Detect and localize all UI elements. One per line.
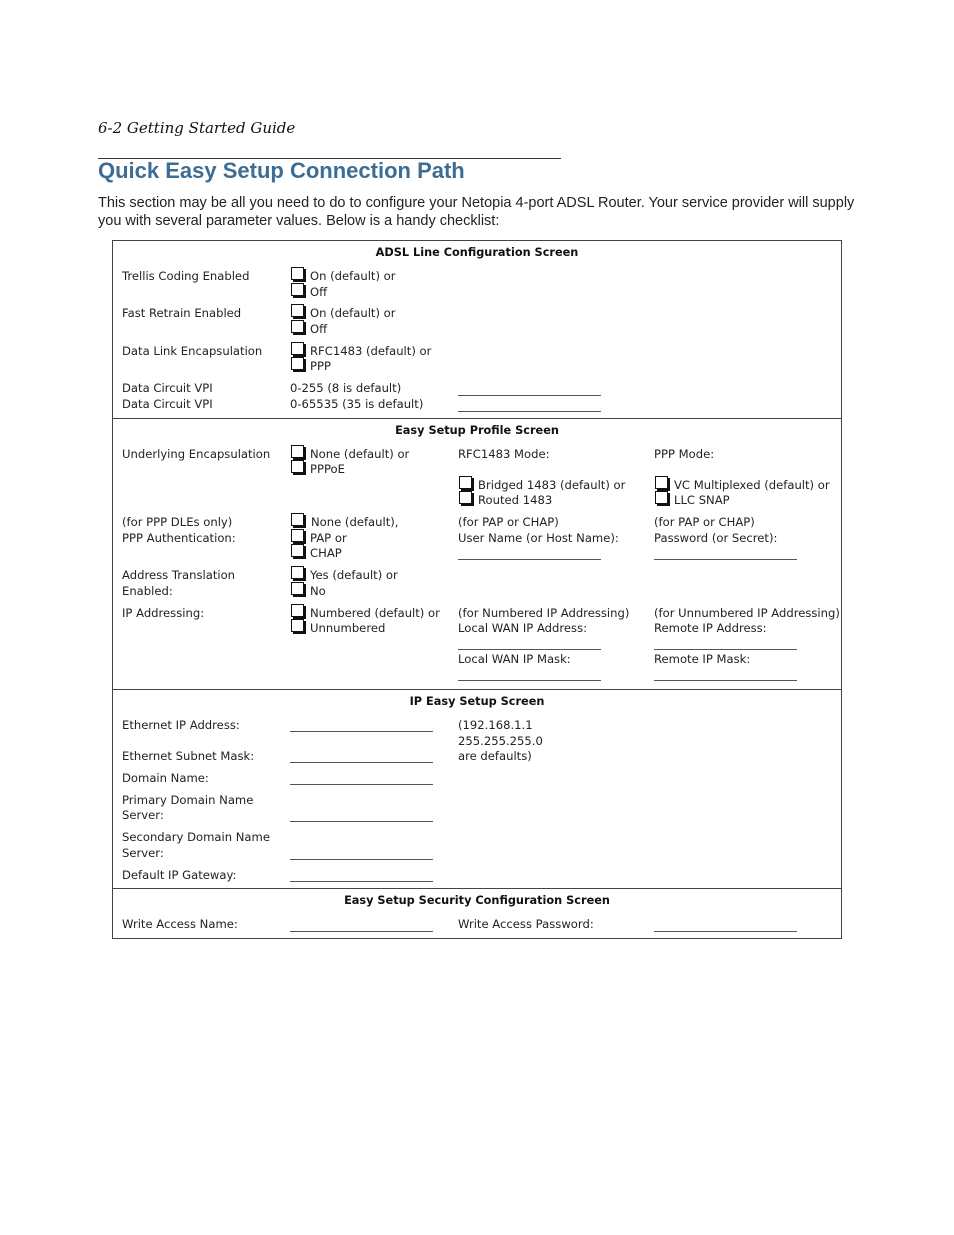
ppp-mode-label: PPP Mode:	[654, 447, 715, 461]
user-blank[interactable]	[458, 559, 601, 560]
nat-no-checkbox[interactable]	[291, 582, 304, 595]
local-wan-ip-label: Local WAN IP Address:	[458, 621, 588, 635]
local-wan-mask-blank[interactable]	[458, 680, 601, 681]
trellis-off-label: Off	[310, 285, 328, 299]
rfc-routed-checkbox[interactable]	[459, 491, 472, 504]
page-title: Quick Easy Setup Connection Path	[98, 158, 465, 183]
pass-blank[interactable]	[654, 559, 797, 560]
rfc-bridged-checkbox[interactable]	[459, 476, 472, 489]
eth-ip-label: Ethernet IP Address:	[122, 718, 240, 732]
secondary-dns-label-line2: Server:	[122, 846, 164, 860]
ppp-vcmux-checkbox[interactable]	[655, 476, 668, 489]
nat-yes-checkbox[interactable]	[291, 566, 304, 579]
encap-label: Data Link Encapsulation	[122, 344, 263, 358]
eth-ip-blank[interactable]	[290, 731, 433, 732]
ppp-llc-checkbox[interactable]	[655, 491, 668, 504]
write-pass-blank[interactable]	[654, 931, 797, 932]
nat-label-line2: Enabled:	[122, 584, 173, 598]
trellis-on-label: On (default) or	[310, 269, 396, 283]
secondary-dns-blank[interactable]	[290, 859, 433, 860]
secondary-dns-label-line1: Secondary Domain Name	[122, 830, 270, 844]
auth-pap-checkbox[interactable]	[291, 529, 304, 542]
write-name-blank[interactable]	[290, 931, 433, 932]
user-note: (for PAP or CHAP)	[458, 515, 559, 529]
security-heading: Easy Setup Security Configuration Screen	[344, 894, 610, 907]
section-divider	[113, 418, 841, 419]
vpi-label: Data Circuit VPI	[122, 381, 213, 395]
auth-none-label: None (default),	[311, 515, 399, 529]
primary-dns-label-line2: Server:	[122, 808, 164, 822]
ppp-llc-label: LLC SNAP	[674, 493, 730, 507]
vci-label: Data Circuit VPI	[122, 397, 213, 411]
profile-heading: Easy Setup Profile Screen	[395, 424, 559, 437]
gateway-label: Default IP Gateway:	[122, 868, 237, 882]
encap-rfc-checkbox[interactable]	[291, 342, 304, 355]
underlying-none-label: None (default) or	[310, 447, 410, 461]
write-pass-label: Write Access Password:	[458, 917, 594, 931]
ip-addressing-label: IP Addressing:	[122, 606, 205, 620]
primary-dns-blank[interactable]	[290, 821, 433, 822]
rfc-bridged-label: Bridged 1483 (default) or	[478, 478, 626, 492]
remote-mask-blank[interactable]	[654, 680, 797, 681]
primary-dns-label-line1: Primary Domain Name	[122, 793, 254, 807]
retrain-on-label: On (default) or	[310, 306, 396, 320]
encap-rfc-label: RFC1483 (default) or	[310, 344, 432, 358]
auth-chap-checkbox[interactable]	[291, 544, 304, 557]
eth-mask-label: Ethernet Subnet Mask:	[122, 749, 255, 763]
ppp-vcmux-label: VC Multiplexed (default) or	[674, 478, 830, 492]
numbered-note: (for Numbered IP Addressing)	[458, 606, 630, 620]
local-wan-ip-blank[interactable]	[458, 649, 601, 650]
auth-label: PPP Authentication:	[122, 531, 236, 545]
retrain-label: Fast Retrain Enabled	[122, 306, 242, 320]
retrain-off-label: Off	[310, 322, 328, 336]
auth-pap-label: PAP or	[310, 531, 347, 545]
domain-label: Domain Name:	[122, 771, 209, 785]
pass-note: (for PAP or CHAP)	[654, 515, 755, 529]
remote-ip-label: Remote IP Address:	[654, 621, 767, 635]
underlying-pppoe-label: PPPoE	[310, 462, 345, 476]
running-header: 6-2 Getting Started Guide	[98, 119, 296, 137]
write-name-label: Write Access Name:	[122, 917, 238, 931]
trellis-label: Trellis Coding Enabled	[122, 269, 250, 283]
eth-mask-blank[interactable]	[290, 762, 433, 763]
rfc-mode-label: RFC1483 Mode:	[458, 447, 550, 461]
default-note-line1: (192.168.1.1	[458, 718, 533, 732]
encap-ppp-label: PPP	[310, 359, 331, 373]
gateway-blank[interactable]	[290, 881, 433, 882]
checklist-table	[112, 240, 842, 939]
ipsetup-heading: IP Easy Setup Screen	[409, 695, 545, 708]
vpi-range: 0-255 (8 is default)	[290, 381, 402, 395]
vpi-blank[interactable]	[458, 395, 601, 396]
auth-none-checkbox[interactable]	[291, 513, 304, 526]
user-label: User Name (or Host Name):	[458, 531, 619, 545]
nat-no-label: No	[310, 584, 326, 598]
retrain-on-checkbox[interactable]	[291, 304, 304, 317]
vci-blank[interactable]	[458, 411, 601, 412]
underlying-pppoe-checkbox[interactable]	[291, 460, 304, 473]
default-note-line2: 255.255.255.0	[458, 734, 543, 748]
section-divider	[113, 689, 841, 690]
ip-numbered-label: Numbered (default) or	[310, 606, 440, 620]
default-note-line3: are defaults)	[458, 749, 532, 763]
section-divider	[113, 888, 841, 889]
nat-label-line1: Address Translation	[122, 568, 236, 582]
encap-ppp-checkbox[interactable]	[291, 357, 304, 370]
rfc-routed-label: Routed 1483	[478, 493, 553, 507]
ip-unnumbered-checkbox[interactable]	[291, 619, 304, 632]
domain-blank[interactable]	[290, 784, 433, 785]
remote-ip-blank[interactable]	[654, 649, 797, 650]
nat-yes-label: Yes (default) or	[310, 568, 398, 582]
ip-numbered-checkbox[interactable]	[291, 604, 304, 617]
local-wan-mask-label: Local WAN IP Mask:	[458, 652, 571, 666]
intro-paragraph: This section may be all you need to do to configure your Netopia 4-port ADSL Router. Your service provider will supply you with several parameter values. Below is a handy checklist:	[98, 195, 855, 229]
vci-range: 0-65535 (35 is default)	[290, 397, 424, 411]
adsl-heading: ADSL Line Configuration Screen	[375, 246, 579, 259]
trellis-off-checkbox[interactable]	[291, 283, 304, 296]
remote-mask-label: Remote IP Mask:	[654, 652, 751, 666]
unnumbered-note: (for Unnumbered IP Addressing)	[654, 606, 840, 620]
underlying-label: Underlying Encapsulation	[122, 447, 271, 461]
pass-label: Password (or Secret):	[654, 531, 778, 545]
trellis-on-checkbox[interactable]	[291, 267, 304, 280]
ip-unnumbered-label: Unnumbered	[310, 621, 386, 635]
auth-note: (for PPP DLEs only)	[122, 515, 233, 529]
auth-chap-label: CHAP	[310, 546, 342, 560]
underlying-none-checkbox[interactable]	[291, 445, 304, 458]
retrain-off-checkbox[interactable]	[291, 320, 304, 333]
